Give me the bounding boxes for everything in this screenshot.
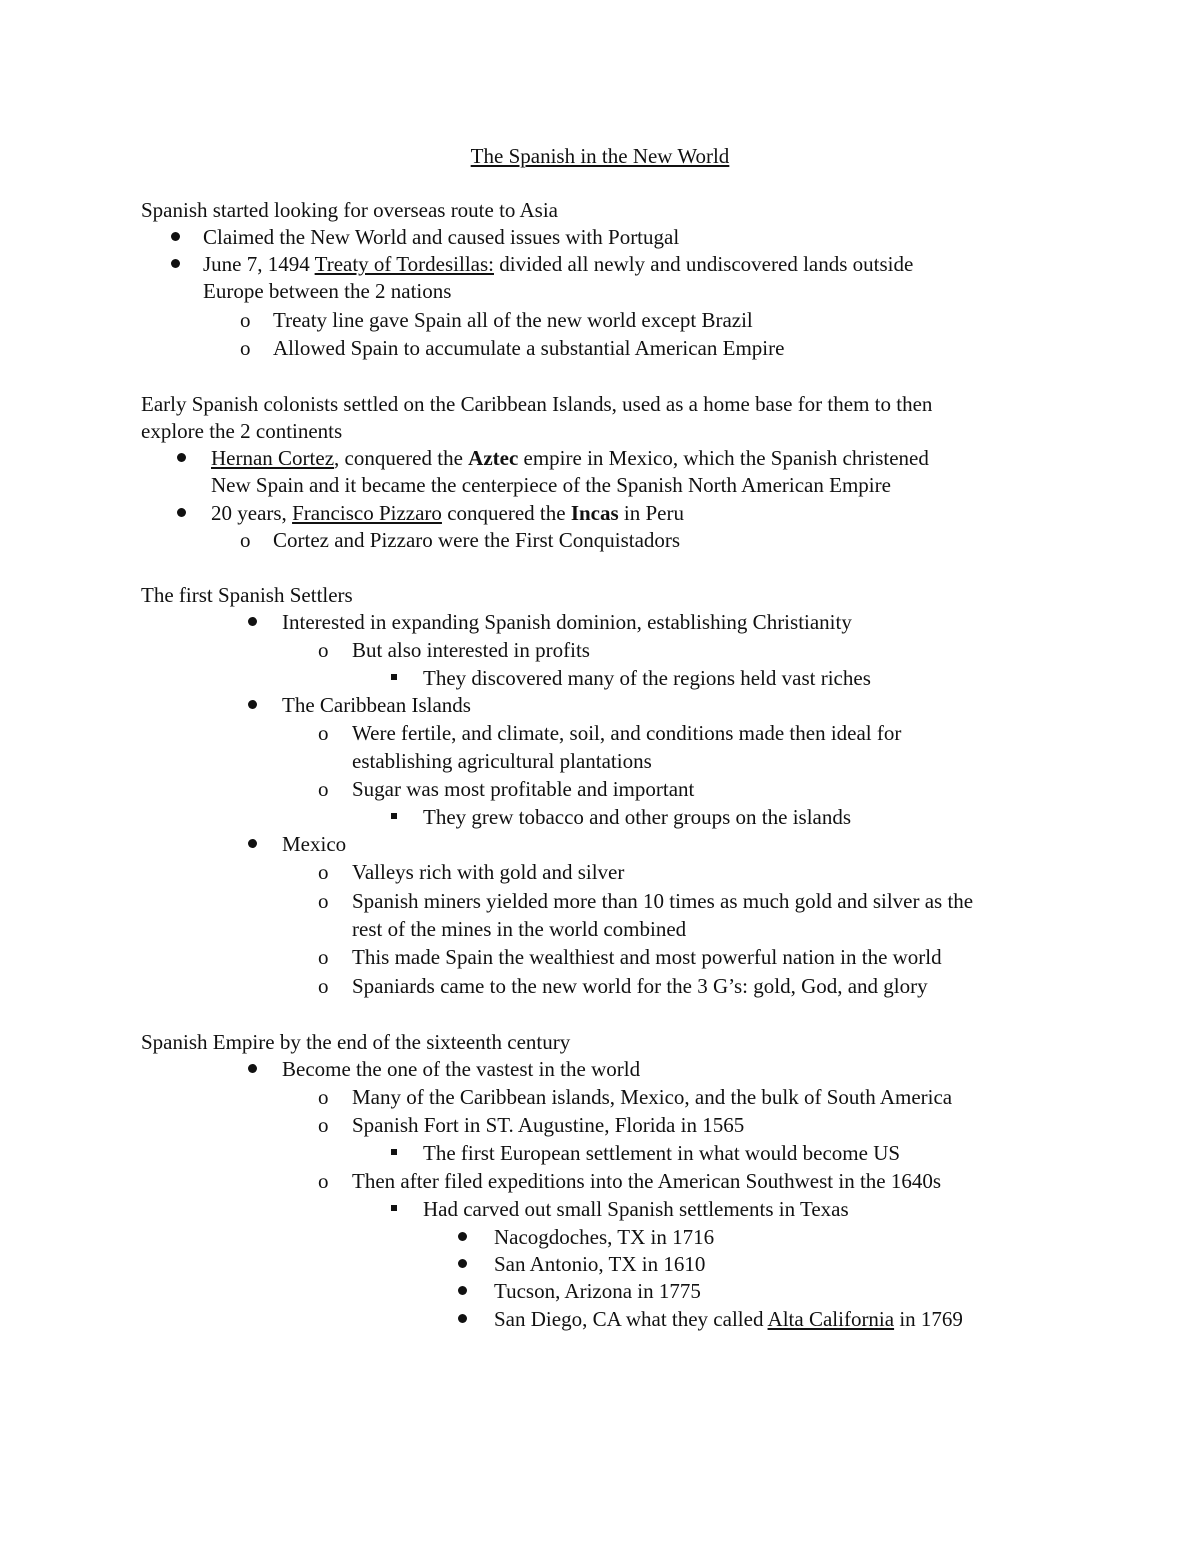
list-item: Nacogdoches, TX in 1716 (494, 1225, 715, 1249)
bold-term: Incas (570, 501, 619, 525)
list-item (211, 500, 684, 526)
list-item (494, 1306, 963, 1332)
list-item: Were fertile, and climate, soil, and conditions made then ideal for (352, 721, 902, 745)
treaty-term: Treaty of Tordesillas: (314, 252, 494, 276)
list-item: Cortez and Pizzaro were the First Conquistadors (273, 528, 681, 552)
list-item: This made Spain the wealthiest and most powerful nation in the world (352, 945, 942, 969)
sub-bullet-icon: o (318, 1169, 329, 1193)
list-item: Allowed Spain to accumulate a substantial American Empire (273, 336, 785, 360)
sub-bullet-icon: o (240, 308, 251, 332)
sub-bullet-icon: o (240, 528, 251, 552)
list-item: Treaty line gave Spain all of the new world except Brazil (273, 308, 753, 332)
bullet-icon (248, 1064, 257, 1073)
list-item-continuation: New Spain and it became the centerpiece of the Spanish North American Empire (211, 473, 891, 497)
list-item (211, 445, 929, 471)
list-item: Claimed the New World and caused issues with Portugal (203, 225, 680, 249)
bullet-icon (248, 700, 257, 709)
square-bullet-icon (391, 674, 397, 680)
person-name: Francisco Pizzaro (292, 501, 442, 525)
sub-bullet-icon: o (318, 860, 329, 884)
list-item: Sugar was most profitable and important (352, 777, 695, 801)
list-item-text: conquered the (441, 501, 571, 525)
list-item: The Caribbean Islands (282, 693, 471, 717)
sub-bullet-icon: o (318, 777, 329, 801)
page-title: The Spanish in the New World (470, 144, 730, 168)
square-bullet-icon (391, 1149, 397, 1155)
bullet-icon (248, 617, 257, 626)
bullet-icon (171, 259, 180, 268)
list-item-text: empire in Mexico, which the Spanish christened (518, 446, 929, 470)
sub-bullet-icon: o (318, 1113, 329, 1137)
section-heading-spanish-empire: Spanish Empire by the end of the sixteenth century (141, 1030, 571, 1054)
list-item: Interested in expanding Spanish dominion, establishing Christianity (282, 610, 852, 634)
list-item: Spanish Fort in ST. Augustine, Florida in 1565 (352, 1113, 745, 1137)
list-item (203, 251, 913, 277)
bold-term: Aztec (468, 446, 519, 470)
list-item-continuation: rest of the mines in the world combined (352, 917, 687, 941)
list-item: Mexico (282, 832, 347, 856)
list-item: Tucson, Arizona in 1775 (494, 1279, 701, 1303)
list-item: The first European settlement in what would become US (423, 1141, 901, 1165)
list-item: They grew tobacco and other groups on the islands (423, 805, 852, 829)
sub-bullet-icon: o (318, 1085, 329, 1109)
bullet-icon (177, 453, 186, 462)
section-heading-route-to-asia: Spanish started looking for overseas route to Asia (141, 198, 559, 222)
place-name: Alta California (767, 1307, 895, 1331)
list-item: Many of the Caribbean islands, Mexico, and the bulk of South America (352, 1085, 953, 1109)
square-bullet-icon (391, 1205, 397, 1211)
sub-bullet-icon: o (318, 974, 329, 998)
list-item: But also interested in profits (352, 638, 590, 662)
person-name: Hernan Cortez (211, 446, 335, 470)
list-item-text: divided all newly and undiscovered lands outside (493, 252, 914, 276)
sub-bullet-icon: o (240, 336, 251, 360)
bullet-icon (248, 839, 257, 848)
list-item: Then after filed expeditions into the American Southwest in the 1640s (352, 1169, 942, 1193)
section-heading-first-settlers: The first Spanish Settlers (141, 583, 353, 607)
list-item: Spaniards came to the new world for the 3 G’s: gold, God, and glory (352, 974, 928, 998)
bullet-icon (458, 1286, 467, 1295)
list-item-text: in Peru (618, 501, 684, 525)
list-item-text: , conquered the (334, 446, 469, 470)
list-item: Become the one of the vastest in the world (282, 1057, 641, 1081)
sub-bullet-icon: o (318, 638, 329, 662)
list-item: Spanish miners yielded more than 10 times as much gold and silver as the (352, 889, 974, 913)
list-item: They discovered many of the regions held vast riches (423, 666, 871, 690)
bullet-icon (171, 232, 180, 241)
list-item: Had carved out small Spanish settlements in Texas (423, 1197, 849, 1221)
bullet-icon (458, 1232, 467, 1241)
list-item-text: San Diego, CA what they called (494, 1307, 768, 1331)
sub-bullet-icon: o (318, 889, 329, 913)
bullet-icon (458, 1259, 467, 1268)
sub-bullet-icon: o (318, 721, 329, 745)
bullet-icon (458, 1314, 467, 1323)
list-item-text: in 1769 (894, 1307, 963, 1331)
list-item: San Antonio, TX in 1610 (494, 1252, 706, 1276)
list-item: Valleys rich with gold and silver (352, 860, 625, 884)
bullet-icon (177, 508, 186, 517)
list-item-text: June 7, 1494 (203, 252, 315, 276)
section-heading-early-colonists: Early Spanish colonists settled on the Caribbean Islands, used as a home base for them to then (141, 392, 933, 416)
list-item-continuation: Europe between the 2 nations (203, 279, 452, 303)
sub-bullet-icon: o (318, 945, 329, 969)
list-item-text: 20 years, (211, 501, 293, 525)
square-bullet-icon (391, 813, 397, 819)
list-item-continuation: establishing agricultural plantations (352, 749, 652, 773)
section-heading-continuation: explore the 2 continents (141, 419, 343, 443)
